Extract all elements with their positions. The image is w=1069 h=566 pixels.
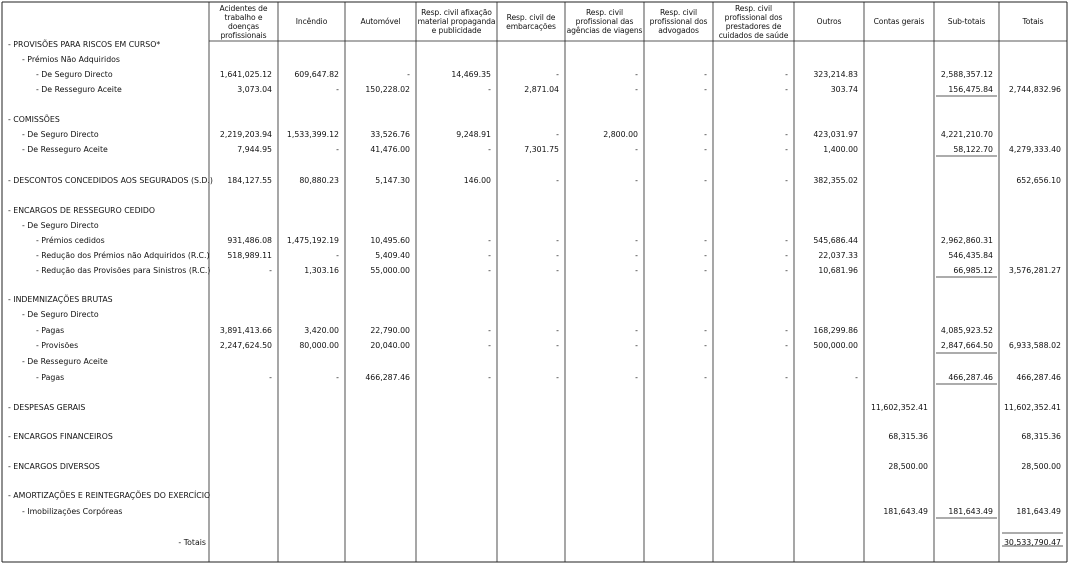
- cell-value: -: [336, 145, 339, 154]
- cell-value: -: [704, 373, 707, 382]
- cell-value: -: [488, 326, 491, 335]
- cell-value: 4,221,210.70: [940, 130, 993, 139]
- cell-value: -: [785, 236, 788, 245]
- cell-value: 518,989.11: [227, 251, 272, 260]
- cell-value: -: [269, 266, 272, 275]
- cell-value: 466,287.46: [948, 373, 993, 382]
- cell-value: -: [785, 341, 788, 350]
- cell-value: 546,435.84: [948, 251, 993, 260]
- cell-value: -: [704, 130, 707, 139]
- cell-value: 146.00: [463, 176, 491, 185]
- cell-value: 11,602,352.41: [870, 403, 928, 412]
- cell-value: -: [556, 70, 559, 79]
- row-label: - De Resseguro Aceite: [22, 357, 108, 366]
- cell-value: 2,847,664.50: [940, 341, 993, 350]
- column-header: Sub-totais: [947, 17, 986, 26]
- cell-value: -: [785, 326, 788, 335]
- cell-value: 1,641,025.12: [219, 70, 272, 79]
- cell-value: -: [635, 326, 638, 335]
- cell-value: -: [785, 176, 788, 185]
- cell-value: 2,744,832.96: [1008, 85, 1061, 94]
- column-header: Resp. civil afixação material propaganda e publicidade: [417, 8, 496, 35]
- cell-value: 609,647.82: [294, 70, 339, 79]
- cell-value: -: [488, 85, 491, 94]
- row-label: - Pagas: [36, 373, 65, 382]
- cell-value: 181,643.49: [948, 507, 993, 516]
- cell-value: -: [488, 341, 491, 350]
- cell-value: -: [704, 236, 707, 245]
- cell-value: -: [488, 145, 491, 154]
- cell-value: 168,299.86: [813, 326, 858, 335]
- cell-value: 2,219,203.94: [219, 130, 272, 139]
- cell-value: -: [556, 373, 559, 382]
- cell-value: -: [704, 341, 707, 350]
- cell-value: 30,533,790.47: [1003, 538, 1061, 547]
- row-label: - DESCONTOS CONCEDIDOS AOS SEGURADOS (S.D.): [8, 176, 213, 185]
- cell-value: 652,656.10: [1016, 176, 1061, 185]
- cell-value: -: [556, 176, 559, 185]
- row-label: - COMISSÕES: [8, 115, 60, 124]
- cell-value: -: [635, 85, 638, 94]
- cell-value: -: [556, 236, 559, 245]
- cell-value: 66,985.12: [953, 266, 993, 275]
- cell-value: 58,122.70: [953, 145, 993, 154]
- cell-value: -: [635, 145, 638, 154]
- cell-value: 7,944.95: [237, 145, 272, 154]
- cell-value: 4,085,923.52: [940, 326, 993, 335]
- column-header: Resp. civil profissional dos advogados: [649, 8, 708, 35]
- cell-value: -: [407, 70, 410, 79]
- cell-value: 80,880.23: [299, 176, 339, 185]
- row-label: - AMORTIZAÇÕES E REINTEGRAÇÕES DO EXERCÍCIO: [8, 491, 211, 500]
- cell-value: -: [635, 70, 638, 79]
- cell-value: -: [704, 70, 707, 79]
- cell-value: 184,127.55: [227, 176, 272, 185]
- cell-value: -: [556, 130, 559, 139]
- cell-value: -: [785, 373, 788, 382]
- cell-value: 382,355.02: [813, 176, 858, 185]
- cell-value: 10,681.96: [818, 266, 858, 275]
- row-label: - De Resseguro Aceite: [36, 85, 122, 94]
- column-header: Contas gerais: [873, 17, 925, 26]
- cell-value: -: [785, 70, 788, 79]
- cell-value: -: [556, 266, 559, 275]
- cell-value: 80,000.00: [299, 341, 339, 350]
- row-label: - De Seguro Directo: [22, 310, 99, 319]
- cell-value: 1,303.16: [304, 266, 339, 275]
- cell-value: -: [269, 373, 272, 382]
- row-label: - ENCARGOS DE RESSEGURO CEDIDO: [8, 206, 156, 215]
- cell-value: 2,800.00: [603, 130, 638, 139]
- cell-value: 28,500.00: [888, 462, 928, 471]
- cell-value: 5,147.30: [375, 176, 410, 185]
- cell-value: 33,526.76: [370, 130, 410, 139]
- cell-value: 466,287.46: [365, 373, 410, 382]
- cell-value: -: [704, 326, 707, 335]
- column-header: Incêndio: [295, 17, 328, 26]
- row-label: - DESPESAS GERAIS: [8, 403, 86, 412]
- cell-value: 423,031.97: [813, 130, 858, 139]
- row-label: - Redução das Provisões para Sinistros (R.C.): [36, 266, 211, 275]
- cell-value: 181,643.49: [883, 507, 928, 516]
- cell-value: 303.74: [830, 85, 858, 94]
- column-header: Resp. civil profissional dos prestadores de cuidados de saúde: [718, 3, 789, 40]
- cell-value: -: [635, 236, 638, 245]
- cell-value: 68,315.36: [888, 432, 928, 441]
- row-label: - Pagas: [36, 326, 65, 335]
- cell-value: -: [785, 145, 788, 154]
- cell-value: -: [336, 251, 339, 260]
- cell-value: -: [855, 373, 858, 382]
- cell-value: 1,400.00: [823, 145, 858, 154]
- cell-value: -: [704, 251, 707, 260]
- row-label: - De Seguro Directo: [22, 221, 99, 230]
- cell-value: -: [635, 266, 638, 275]
- cell-value: 11,602,352.41: [1003, 403, 1061, 412]
- row-label: - Provisões: [36, 341, 79, 350]
- row-label: - PROVISÕES PARA RISCOS EM CURSO*: [8, 40, 161, 49]
- cell-value: 28,500.00: [1021, 462, 1061, 471]
- column-header: Acidentes de trabalho e doenças profissionais: [219, 3, 268, 40]
- cell-value: 1,533,399.12: [286, 130, 339, 139]
- cell-value: 466,287.46: [1016, 373, 1061, 382]
- column-header: Resp. civil de embarcações: [506, 12, 556, 31]
- row-label: - Imobilizações Corpóreas: [22, 507, 123, 516]
- cell-value: 3,420.00: [304, 326, 339, 335]
- cell-value: -: [785, 130, 788, 139]
- cell-value: -: [635, 176, 638, 185]
- cell-value: -: [785, 85, 788, 94]
- cell-value: 2,588,357.12: [940, 70, 993, 79]
- row-label: - Prémios cedidos: [36, 236, 105, 245]
- cell-value: 5,409.40: [375, 251, 410, 260]
- row-label: - De Resseguro Aceite: [22, 145, 108, 154]
- row-label: - ENCARGOS DIVERSOS: [8, 462, 100, 471]
- column-header: Automóvel: [360, 17, 401, 26]
- cell-value: 156,475.84: [948, 85, 993, 94]
- row-label: - ENCARGOS FINANCEIROS: [8, 432, 113, 441]
- row-label: - INDEMNIZAÇÕES BRUTAS: [8, 295, 113, 304]
- cell-value: 150,228.02: [365, 85, 410, 94]
- row-label: - De Seguro Directo: [22, 130, 99, 139]
- cell-value: 2,247,624.50: [219, 341, 272, 350]
- cell-value: 181,643.49: [1016, 507, 1061, 516]
- cell-value: -: [785, 266, 788, 275]
- cell-value: -: [635, 251, 638, 260]
- cell-value: 931,486.08: [227, 236, 272, 245]
- cell-value: 3,891,413.66: [219, 326, 272, 335]
- cell-value: 68,315.36: [1021, 432, 1061, 441]
- cell-value: 2,962,860.31: [940, 236, 993, 245]
- cell-value: -: [336, 373, 339, 382]
- cell-value: 9,248.91: [456, 130, 491, 139]
- cell-value: 10,495.60: [370, 236, 410, 245]
- cell-value: 1,475,192.19: [286, 236, 339, 245]
- cell-value: -: [704, 85, 707, 94]
- cell-value: 2,871.04: [524, 85, 559, 94]
- column-header: Resp. civil profissional das agências de viagens: [566, 8, 643, 35]
- cell-value: 4,279,333.40: [1008, 145, 1061, 154]
- row-label: - Redução dos Prémios não Adquiridos (R.C.): [36, 251, 210, 260]
- cell-value: 3,576,281.27: [1008, 266, 1061, 275]
- cell-value: 545,686.44: [813, 236, 858, 245]
- cell-value: -: [704, 176, 707, 185]
- column-header: Outros: [816, 17, 842, 26]
- cell-value: -: [635, 341, 638, 350]
- cell-value: 500,000.00: [813, 341, 858, 350]
- cell-value: -: [635, 373, 638, 382]
- cell-value: -: [336, 85, 339, 94]
- cell-value: -: [488, 266, 491, 275]
- cell-value: -: [556, 326, 559, 335]
- cell-value: 7,301.75: [524, 145, 559, 154]
- cell-value: -: [488, 236, 491, 245]
- cell-value: 41,476.00: [370, 145, 410, 154]
- cell-value: 22,037.33: [818, 251, 858, 260]
- cell-value: -: [556, 341, 559, 350]
- cell-value: 22,790.00: [370, 326, 410, 335]
- cell-value: -: [488, 373, 491, 382]
- cell-value: -: [556, 251, 559, 260]
- row-label: - Prémios Não Adquiridos: [22, 55, 120, 64]
- cell-value: 20,040.00: [370, 341, 410, 350]
- row-label: - De Seguro Directo: [36, 70, 113, 79]
- column-header: Totais: [1022, 17, 1044, 26]
- cell-value: 55,000.00: [370, 266, 410, 275]
- cell-value: -: [785, 251, 788, 260]
- row-label: - Totais: [178, 538, 206, 547]
- cell-value: 6,933,588.02: [1008, 341, 1061, 350]
- cell-value: -: [704, 266, 707, 275]
- cell-value: 14,469.35: [451, 70, 491, 79]
- cell-value: 3,073.04: [237, 85, 272, 94]
- cell-value: -: [488, 251, 491, 260]
- cell-value: -: [704, 145, 707, 154]
- cell-value: 323,214.83: [813, 70, 858, 79]
